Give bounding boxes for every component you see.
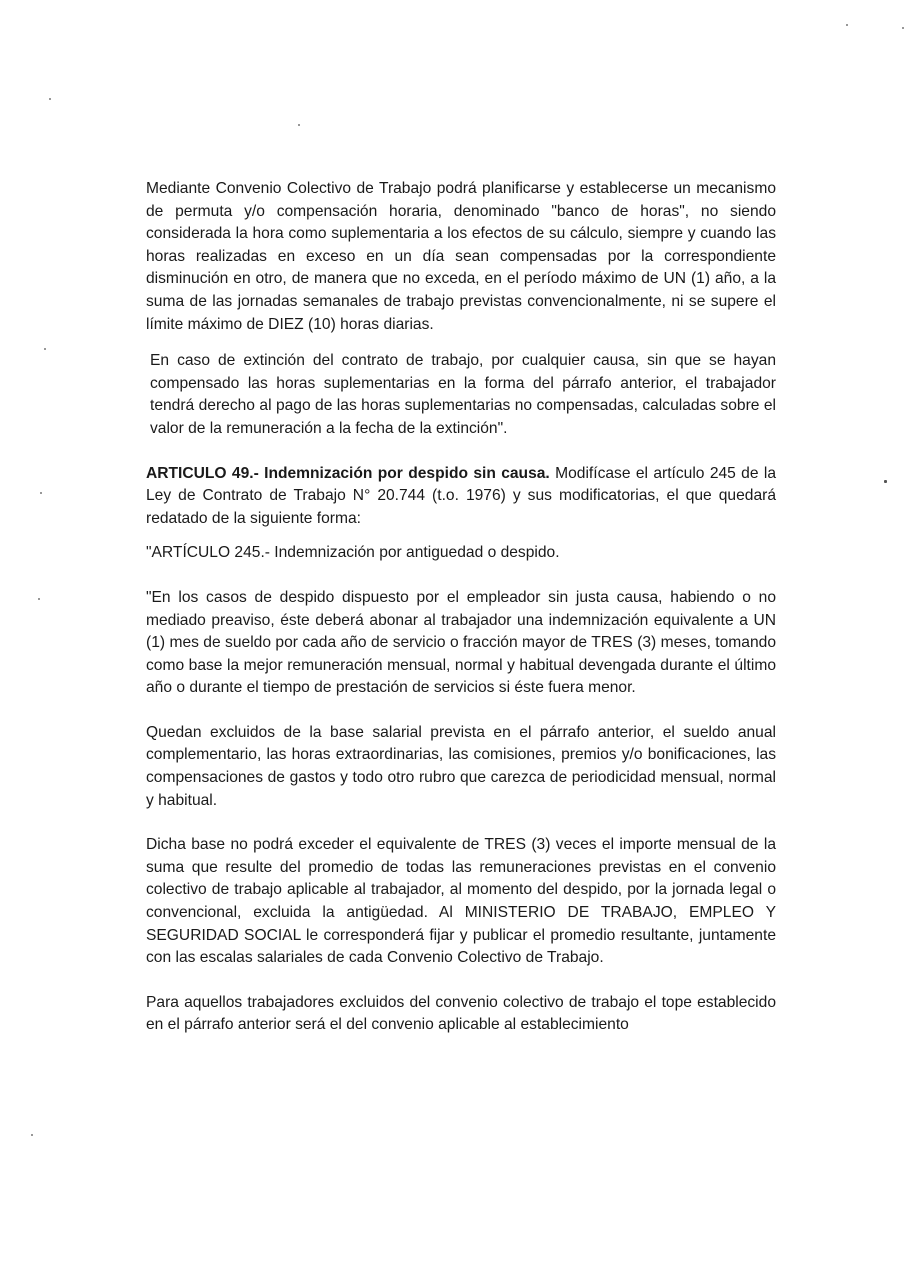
paragraph-excluidos-convenio: Para aquellos trabajadores excluidos del convenio colectivo de trabajo el tope establecido en el párrafo anterior será el del convenio aplicable al establecimiento	[146, 993, 776, 1034]
article-49-paragraph	[146, 463, 776, 531]
scan-speck	[298, 124, 300, 126]
scan-speck	[31, 1134, 33, 1136]
document-body	[146, 178, 776, 1051]
scan-speck	[44, 348, 46, 350]
paragraph-tope-base: Dicha base no podrá exceder el equivalente de TRES (3) veces el importe mensual de la suma que resulte del promedio de todas las remuneraciones previstas en el convenio colectivo de trabajo aplicable al trabajador, al momento del despido, por la jornada legal o convencional, excluida la antigüedad. Al MINISTERIO DE TRABAJO, EMPLEO Y SEGURIDAD SOCIAL le corresponderá fijar y publicar el promedio resultante, juntamente con las escalas salariales de cada Convenio Colectivo de Trabajo.	[146, 836, 776, 967]
scan-speck	[49, 98, 51, 100]
article-49-text: Modifícase el artículo 245 de la Ley de Contrato de Trabajo N° 20.744 (t.o. 1976) y sus modificatorias, el que quedará redatado de la siguiente forma:	[146, 464, 776, 527]
scan-speck	[846, 24, 848, 26]
paragraph-banco-de-horas: Mediante Convenio Colectivo de Trabajo podrá planificarse y establecerse un mecanismo de permuta y/o compensación horaria, denominado "banco de horas", no siendo considerada la hora como suplementaria a los efectos de su cálculo, siempre y cuando las horas realizadas en exceso en un día sean compensadas por la correspondiente disminución en otro, de manera que no exceda, en el período máximo de UN (1) año, a la suma de las jornadas semanales de trabajo previstas convencionalmente, ni se supere el límite máximo de DIEZ (10) horas diarias.	[146, 180, 776, 333]
paragraph-indemnizacion: "En los casos de despido dispuesto por el empleador sin justa causa, habiendo o no mediado preaviso, éste deberá abonar al trabajador una indemnización equivalente a UN (1) mes de sueldo por cada año de servicio o fracción mayor de TRES (3) meses, tomando como base la mejor remuneración mensual, normal y habitual devengada durante el último año o durante el tiempo de prestación de servicios si éste fuera menor.	[146, 588, 776, 697]
article-49-heading: ARTICULO 49.- Indemnización por despido sin causa.	[146, 464, 550, 482]
scan-speck	[884, 480, 887, 483]
article-245-title: "ARTÍCULO 245.- Indemnización por antiguedad o despido.	[146, 544, 560, 562]
scan-speck	[38, 598, 40, 600]
scan-speck	[902, 27, 904, 29]
paragraph-exclusiones: Quedan excluidos de la base salarial prevista en el párrafo anterior, el sueldo anual complementario, las horas extraordinarias, las comisiones, premios y/o bonificaciones, las compensaciones de gastos y todo otro rubro que carezca de periodicidad mensual, normal y habitual.	[146, 723, 776, 809]
scan-speck	[40, 492, 42, 494]
paragraph-extincion-contrato: En caso de extinción del contrato de trabajo, por cualquier causa, sin que se hayan compensado las horas suplementarias en la forma del párrafo anterior, el trabajador tendrá derecho al pago de las horas suplementarias no compensadas, calculadas sobre el valor de la remuneración a la fecha de la extinción".	[150, 352, 776, 437]
